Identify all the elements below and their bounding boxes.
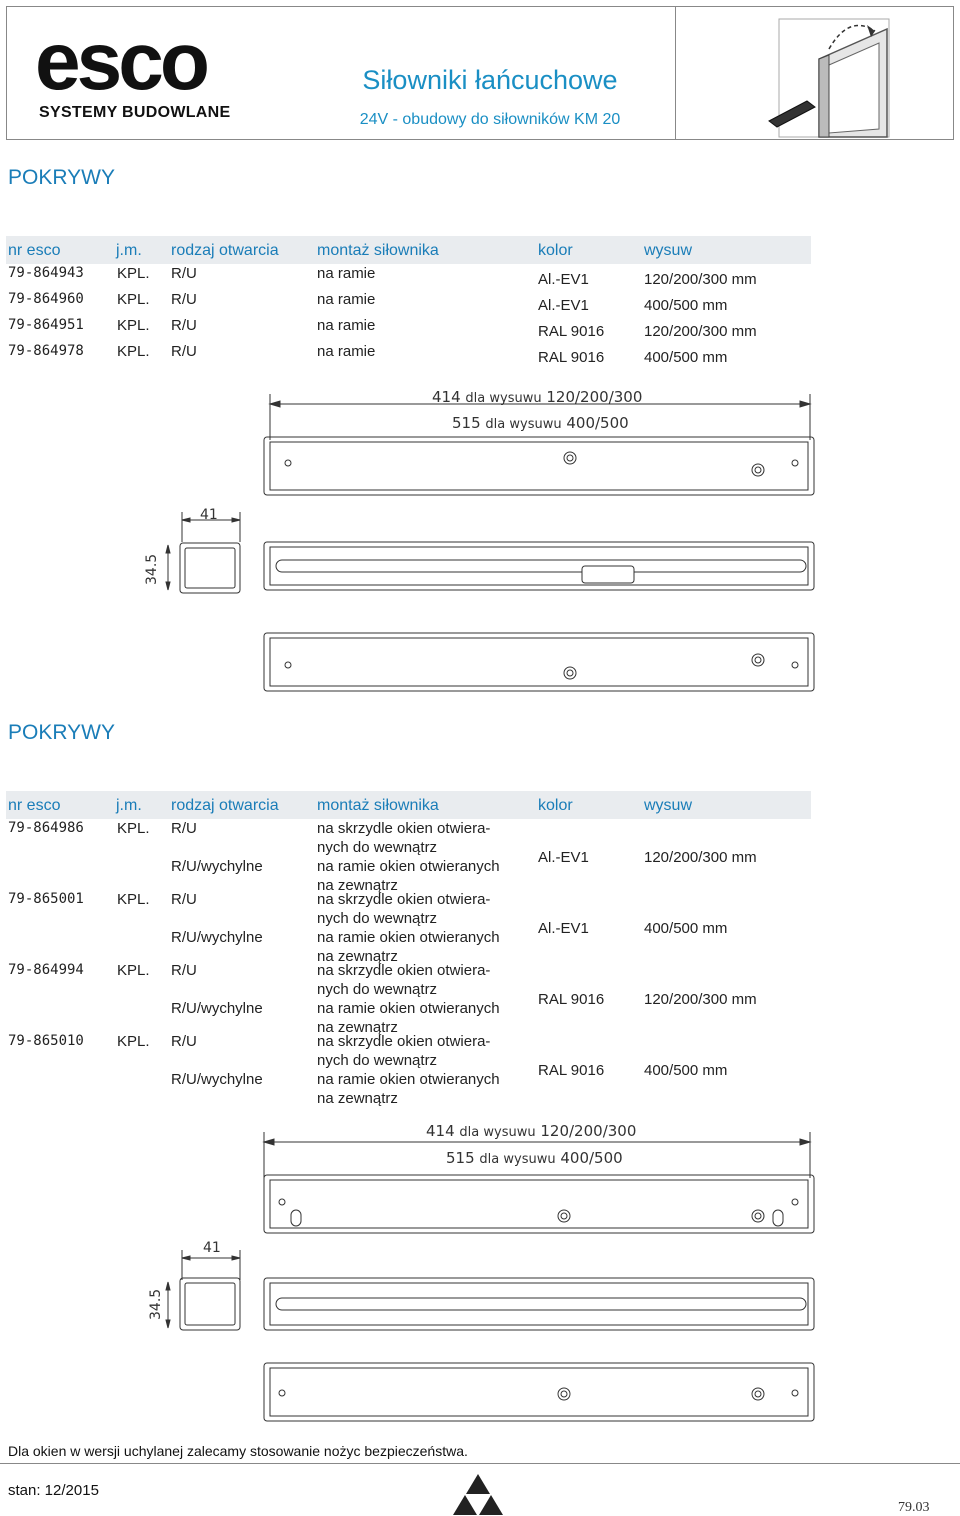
cell-montaz-line: na zewnątrz	[317, 877, 398, 894]
col-kolor: kolor	[538, 797, 573, 814]
cell-rodzaj-wychylne: R/U/wychylne	[171, 929, 263, 946]
col-jm: j.m.	[116, 242, 142, 259]
width-dim-label: 41	[200, 507, 218, 523]
esco-triangle-logo-icon	[452, 1472, 504, 1516]
cell-nr: 79-865010	[8, 1033, 84, 1049]
col-rodzaj: rodzaj otwarcia	[171, 242, 279, 259]
cell-jm: KPL.	[117, 317, 150, 334]
cell-nr: 79-864951	[8, 317, 84, 333]
cell-wysuw: 400/500 mm	[644, 1062, 728, 1079]
height-dim-label: 34.5	[144, 553, 160, 585]
cell-jm: KPL.	[117, 1033, 150, 1050]
cell-montaz-line: na zewnątrz	[317, 1090, 398, 1107]
cell-jm: KPL.	[117, 343, 150, 360]
cell-wysuw: 400/500 mm	[644, 297, 728, 314]
width-dim-label: 41	[203, 1240, 221, 1256]
cell-kolor: Al.-EV1	[538, 297, 589, 314]
cell-montaz: na ramie	[317, 265, 376, 282]
window-actuator-illustration	[679, 9, 957, 139]
cell-montaz: na ramie	[317, 291, 376, 308]
footer-stan: stan: 12/2015	[8, 1482, 99, 1499]
cell-nr: 79-865001	[8, 891, 84, 907]
cell-montaz-line: nych do wewnątrz	[317, 839, 438, 856]
col-montaz: montaż siłownika	[317, 242, 439, 259]
col-nr-esco: nr esco	[8, 242, 61, 259]
col-jm: j.m.	[116, 797, 142, 814]
cell-montaz-line: na skrzydle okien otwiera-	[317, 1033, 491, 1050]
cell-kolor: Al.-EV1	[538, 271, 589, 288]
page-number: 79.03	[898, 1500, 930, 1515]
col-kolor: kolor	[538, 242, 573, 259]
section1-technical-drawing	[0, 380, 960, 700]
cell-montaz-line: nych do wewnątrz	[317, 1052, 438, 1069]
esco-logo: esco	[35, 16, 206, 107]
col-montaz: montaż siłownika	[317, 797, 439, 814]
col-wysuw: wysuw	[644, 797, 693, 814]
cell-wysuw: 120/200/300 mm	[644, 271, 757, 288]
col-nr-esco: nr esco	[8, 797, 61, 814]
cell-wysuw: 120/200/300 mm	[644, 323, 757, 340]
footer-note: Dla okien w wersji uchylanej zalecamy stosowanie nożyc bezpieczeństwa.	[8, 1443, 468, 1459]
dim-515-label: 515 dla wysuwu 400/500	[452, 414, 629, 432]
cell-kolor: RAL 9016	[538, 349, 605, 366]
cell-rodzaj: R/U	[171, 962, 197, 979]
cell-rodzaj-wychylne: R/U/wychylne	[171, 858, 263, 875]
cell-montaz-line: na ramie okien otwieranych	[317, 1000, 500, 1017]
cell-jm: KPL.	[117, 891, 150, 908]
cell-montaz-line: nych do wewnątrz	[317, 981, 438, 998]
header-divider	[675, 7, 676, 139]
section2-title: POKRYWY	[8, 721, 115, 744]
cell-kolor: RAL 9016	[538, 323, 605, 340]
cell-nr: 79-864994	[8, 962, 84, 978]
cell-kolor: RAL 9016	[538, 1062, 605, 1079]
cell-montaz-line: na ramie okien otwieranych	[317, 929, 500, 946]
section2-technical-drawing	[0, 1118, 960, 1428]
cell-montaz-line: na ramie okien otwieranych	[317, 1071, 500, 1088]
cell-montaz-line: nych do wewnątrz	[317, 910, 438, 927]
cell-wysuw: 400/500 mm	[644, 349, 728, 366]
cell-kolor: RAL 9016	[538, 991, 605, 1008]
dim-515-label: 515 dla wysuwu 400/500	[446, 1149, 623, 1167]
cell-rodzaj: R/U	[171, 265, 197, 282]
cell-montaz: na ramie	[317, 343, 376, 360]
cell-nr: 79-864978	[8, 343, 84, 359]
cell-rodzaj: R/U	[171, 1033, 197, 1050]
cell-nr: 79-864943	[8, 265, 84, 281]
cell-montaz-line: na skrzydle okien otwiera-	[317, 962, 491, 979]
cell-jm: KPL.	[117, 291, 150, 308]
cell-jm: KPL.	[117, 820, 150, 837]
section1-title: POKRYWY	[8, 166, 115, 189]
section2-table-header	[6, 791, 811, 819]
col-wysuw: wysuw	[644, 242, 693, 259]
cell-montaz: na ramie	[317, 317, 376, 334]
cell-rodzaj: R/U	[171, 891, 197, 908]
page-header	[6, 6, 954, 140]
cell-montaz-line: na ramie okien otwieranych	[317, 858, 500, 875]
cell-rodzaj-wychylne: R/U/wychylne	[171, 1071, 263, 1088]
cell-wysuw: 120/200/300 mm	[644, 991, 757, 1008]
height-dim-label: 34.5	[148, 1288, 164, 1320]
cell-rodzaj: R/U	[171, 317, 197, 334]
col-rodzaj: rodzaj otwarcia	[171, 797, 279, 814]
cell-montaz-line: na skrzydle okien otwiera-	[317, 820, 491, 837]
cell-montaz-line: na zewnątrz	[317, 948, 398, 965]
page-subtitle: 24V - obudowy do siłowników KM 20	[359, 111, 621, 128]
cell-wysuw: 120/200/300 mm	[644, 849, 757, 866]
cell-rodzaj-wychylne: R/U/wychylne	[171, 1000, 263, 1017]
cell-montaz-line: na zewnątrz	[317, 1019, 398, 1036]
cell-nr: 79-864986	[8, 820, 84, 836]
dim-414-label: 414 dla wysuwu 120/200/300	[426, 1122, 637, 1140]
page-title: Siłowniki łańcuchowe	[362, 65, 618, 95]
cell-jm: KPL.	[117, 962, 150, 979]
cell-wysuw: 400/500 mm	[644, 920, 728, 937]
cell-rodzaj: R/U	[171, 343, 197, 360]
dim-414-label: 414 dla wysuwu 120/200/300	[432, 388, 643, 406]
cell-rodzaj: R/U	[171, 820, 197, 837]
cell-kolor: Al.-EV1	[538, 849, 589, 866]
section1-table-header	[6, 236, 811, 264]
cell-kolor: Al.-EV1	[538, 920, 589, 937]
cell-montaz-line: na skrzydle okien otwiera-	[317, 891, 491, 908]
cell-nr: 79-864960	[8, 291, 84, 307]
cell-jm: KPL.	[117, 265, 150, 282]
footer-divider	[0, 1463, 960, 1464]
cell-rodzaj: R/U	[171, 291, 197, 308]
logo-subtitle: SYSTEMY BUDOWLANE	[39, 104, 231, 121]
